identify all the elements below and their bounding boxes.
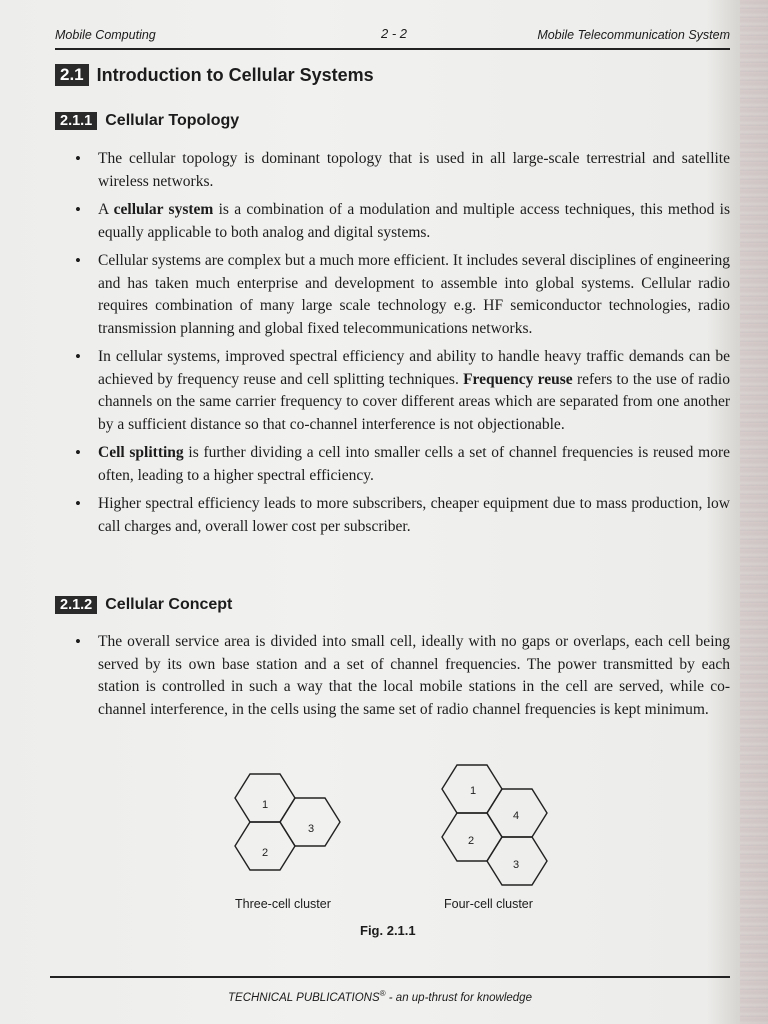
bold-term: Cell splitting xyxy=(98,444,184,461)
figure-caption-three-cell: Three-cell cluster xyxy=(235,897,331,911)
bullet-item xyxy=(75,148,730,193)
bullet-text: In cellular systems, improved spectral efficiency and ability to handle heavy traffic demands can be achieved by frequency reuse and cell splitting techniques. xyxy=(98,348,730,388)
topology-bullet-list xyxy=(75,148,730,544)
section-title: Cellular Concept xyxy=(105,596,233,613)
bullet-item xyxy=(75,346,730,436)
running-footer xyxy=(228,989,532,1004)
section-number-badge: 2.1.1 xyxy=(55,112,97,130)
bullet-text: refers to the use of radio channels on the same carrier frequency to cover different areas which are separated from one another by a sufficient distance so that co-channel interference is not objectionable. xyxy=(98,370,730,433)
section-heading-2-1-1 xyxy=(55,112,239,130)
figure-label: Fig. 2.1.1 xyxy=(360,923,416,938)
cluster-figure xyxy=(220,760,560,920)
section-title: Cellular Topology xyxy=(105,112,240,129)
cell-label: 1 xyxy=(261,799,269,811)
bullet-text: Higher spectral efficiency leads to more subscribers, cheaper equipment due to mass production, low call charges and, overall lower cost per subscriber. xyxy=(98,495,730,535)
bullet-item xyxy=(75,493,730,538)
bullet-item xyxy=(75,631,730,721)
concept-bullet-list xyxy=(75,631,730,727)
section-title: Introduction to Cellular Systems xyxy=(96,64,374,85)
footer-registered-mark: ® xyxy=(379,989,386,998)
hex-cell-1 xyxy=(235,774,295,822)
footer-rule xyxy=(50,976,730,978)
cell-label: 2 xyxy=(467,835,475,847)
bullet-item xyxy=(75,199,730,244)
page-edge xyxy=(740,0,768,1024)
bullet-text: is further dividing a cell into smaller cells a set of channel frequencies is reused more often, leading to a higher spectral efficiency. xyxy=(98,444,730,484)
section-number-badge: 2.1 xyxy=(55,64,89,86)
footer-tagline: - an up-thrust for knowledge xyxy=(385,991,532,1004)
cell-label: 3 xyxy=(512,859,520,871)
section-heading-2-1 xyxy=(55,64,374,86)
section-number-badge: 2.1.2 xyxy=(55,596,97,614)
cell-label: 3 xyxy=(307,823,315,835)
bold-term: Frequency reuse xyxy=(463,370,573,388)
bullet-text: The cellular topology is dominant topology that is used in all large-scale terrestrial and satellite wireless networks. xyxy=(98,150,730,190)
bullet-text: A xyxy=(98,201,114,218)
bold-term: cellular system xyxy=(113,201,214,218)
bullet-text: The overall service area is divided into small cell, ideally with no gaps or overlaps, each cell being served by its own base station and a set of channel frequencies. The power transmitted by each station is controlled in such a way that the local mobile stations in the cell are served, while co-channel interference, in the cells using the same set of radio channel frequencies is kept minimum. xyxy=(98,633,730,718)
bullet-text: Cellular systems are complex but a much more efficient. It includes several disciplines of engineering and has taken much enterprise and development to assemble into global systems. Cellular radio requires combination of many large scale technology e.g. HF semiconductor technologies, radio transmission planning and global fixed telecommunications networks. xyxy=(98,252,730,337)
running-header xyxy=(55,26,730,48)
footer-publisher: TECHNICAL PUBLICATIONS xyxy=(228,991,380,1004)
bullet-item xyxy=(75,442,730,487)
bullet-item xyxy=(75,250,730,340)
figure-caption-four-cell: Four-cell cluster xyxy=(444,897,533,911)
section-heading-2-1-2 xyxy=(55,596,232,614)
header-book-title: Mobile Computing xyxy=(55,28,156,42)
header-page-number: 2 - 2 xyxy=(381,26,408,41)
cell-label: 1 xyxy=(469,785,477,797)
hex-cell-3 xyxy=(280,798,340,846)
hex-cell-2 xyxy=(235,822,295,870)
cell-label: 2 xyxy=(261,847,269,859)
header-rule xyxy=(55,48,730,50)
bullet-text: is a combination of a modulation and multiple access techniques, this method is equally applicable to both analog and digital systems. xyxy=(98,201,731,241)
cell-label: 4 xyxy=(512,810,520,822)
header-chapter-title: Mobile Telecommunication System xyxy=(537,28,730,42)
